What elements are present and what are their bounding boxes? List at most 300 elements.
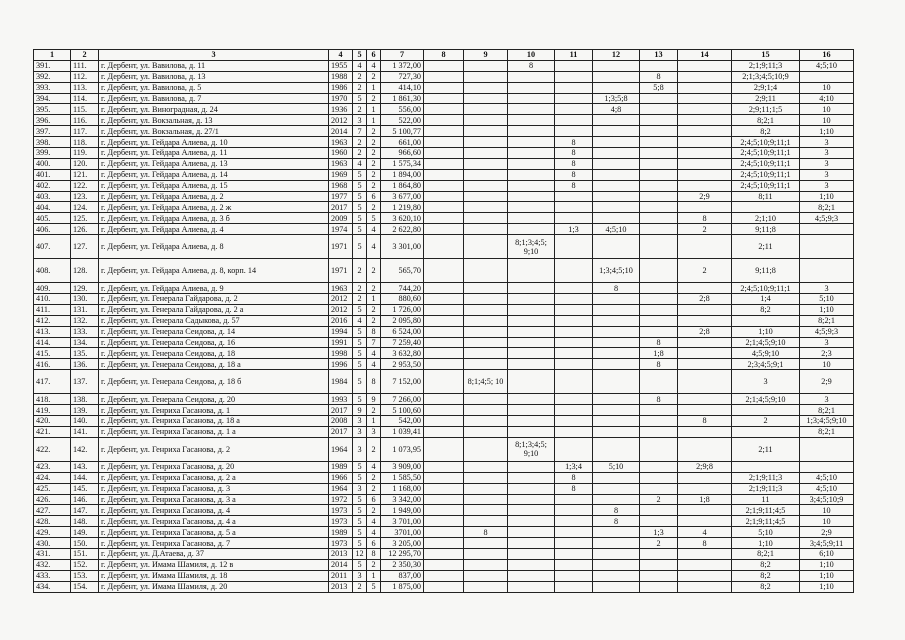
- table-row: [34, 505, 854, 516]
- table-cell: [640, 93, 678, 104]
- table-cell: [508, 137, 555, 148]
- table-cell: [464, 581, 508, 592]
- table-cell: 420.: [34, 416, 71, 427]
- table-cell: 8: [593, 283, 640, 294]
- table-cell: 1;4: [732, 294, 800, 305]
- table-cell: 409.: [34, 283, 71, 294]
- table-cell: 1;10: [800, 191, 854, 202]
- table-cell: [555, 326, 593, 337]
- table-cell: [640, 158, 678, 169]
- table-cell: [593, 191, 640, 202]
- table-row: [34, 126, 854, 137]
- table-cell: [593, 472, 640, 483]
- table-cell: 8;11: [732, 191, 800, 202]
- table-cell: [555, 235, 593, 259]
- table-cell: 4: [678, 527, 732, 538]
- table-cell: 5: [353, 202, 367, 213]
- table-cell: 2: [367, 505, 381, 516]
- table-cell: [640, 326, 678, 337]
- table-cell: 405.: [34, 213, 71, 224]
- table-cell: [678, 559, 732, 570]
- table-cell: 401.: [34, 169, 71, 180]
- table-cell: 402.: [34, 180, 71, 191]
- table-row: [34, 581, 854, 592]
- table-cell: 1963: [329, 158, 353, 169]
- housing-registry-table: [33, 49, 854, 593]
- table-cell: 1955: [329, 60, 353, 71]
- table-cell: 7: [353, 126, 367, 137]
- table-cell: 2014: [329, 126, 353, 137]
- table-cell: [464, 461, 508, 472]
- table-cell: 1963: [329, 137, 353, 148]
- table-cell: 5 100,60: [381, 405, 424, 416]
- table-cell: 8;2: [732, 126, 800, 137]
- table-cell: 2012: [329, 294, 353, 305]
- table-row: [34, 315, 854, 326]
- table-cell: г. Дербент, ул. Гейдара Алиева, д. 8: [99, 235, 329, 259]
- table-cell: [678, 472, 732, 483]
- table-cell: [593, 559, 640, 570]
- table-cell: 2: [367, 169, 381, 180]
- table-cell: 404.: [34, 202, 71, 213]
- table-cell: 154.: [71, 581, 99, 592]
- table-cell: [508, 527, 555, 538]
- table-cell: [424, 104, 464, 115]
- table-cell: [640, 213, 678, 224]
- table-cell: [424, 494, 464, 505]
- table-row: [34, 259, 854, 283]
- table-cell: 418.: [34, 394, 71, 405]
- table-cell: [464, 394, 508, 405]
- table-cell: 1989: [329, 461, 353, 472]
- table-cell: [800, 224, 854, 235]
- table-cell: [464, 93, 508, 104]
- table-cell: 8;2: [732, 559, 800, 570]
- table-cell: 2;1;9;11;3: [732, 472, 800, 483]
- table-cell: [593, 437, 640, 461]
- table-cell: 2: [353, 82, 367, 93]
- table-cell: [800, 71, 854, 82]
- table-cell: [464, 191, 508, 202]
- table-cell: 1;8: [678, 494, 732, 505]
- table-cell: [593, 548, 640, 559]
- table-cell: [678, 548, 732, 559]
- table-cell: 1996: [329, 359, 353, 370]
- table-cell: [508, 294, 555, 305]
- table-cell: 403.: [34, 191, 71, 202]
- table-cell: 9;11;8: [732, 224, 800, 235]
- table-cell: [640, 137, 678, 148]
- table-cell: 5: [353, 559, 367, 570]
- table-cell: 1;10: [732, 538, 800, 549]
- table-cell: [424, 426, 464, 437]
- table-row: [34, 115, 854, 126]
- table-cell: 114.: [71, 93, 99, 104]
- table-cell: [424, 581, 464, 592]
- column-header: 2: [71, 50, 99, 61]
- table-cell: 4: [353, 315, 367, 326]
- table-cell: 2: [678, 259, 732, 283]
- table-cell: 2;4;5;10;9;11;1: [732, 169, 800, 180]
- table-cell: 8;2;1: [732, 548, 800, 559]
- table-cell: [678, 370, 732, 394]
- table-cell: [593, 158, 640, 169]
- table-cell: [800, 461, 854, 472]
- table-cell: 1;3;4;5;10: [593, 259, 640, 283]
- table-cell: [555, 527, 593, 538]
- table-cell: 4;10: [800, 93, 854, 104]
- table-cell: 8: [640, 359, 678, 370]
- table-cell: 411.: [34, 304, 71, 315]
- table-cell: [678, 570, 732, 581]
- table-cell: 1 864,80: [381, 180, 424, 191]
- table-cell: 3701,00: [381, 527, 424, 538]
- table-cell: [678, 235, 732, 259]
- table-cell: 5;10: [732, 527, 800, 538]
- table-cell: [508, 461, 555, 472]
- table-cell: 8: [555, 158, 593, 169]
- table-cell: 2017: [329, 426, 353, 437]
- table-cell: 2: [353, 283, 367, 294]
- table-cell: 1: [367, 104, 381, 115]
- table-cell: [508, 516, 555, 527]
- table-cell: [593, 538, 640, 549]
- table-cell: [593, 60, 640, 71]
- table-cell: 8: [367, 370, 381, 394]
- table-cell: [678, 359, 732, 370]
- table-cell: 5: [353, 516, 367, 527]
- table-cell: 1: [367, 416, 381, 427]
- table-cell: [640, 60, 678, 71]
- table-cell: [424, 235, 464, 259]
- table-cell: [555, 426, 593, 437]
- table-cell: [424, 394, 464, 405]
- table-cell: [424, 180, 464, 191]
- table-cell: 2: [367, 93, 381, 104]
- table-cell: 1972: [329, 494, 353, 505]
- table-cell: [424, 93, 464, 104]
- table-body: [34, 60, 854, 592]
- table-cell: 5: [353, 359, 367, 370]
- table-cell: [464, 359, 508, 370]
- table-cell: 1: [367, 294, 381, 305]
- table-cell: [464, 348, 508, 359]
- table-cell: 4: [353, 158, 367, 169]
- table-cell: 2;1;9;11;3: [732, 60, 800, 71]
- table-cell: 3: [732, 370, 800, 394]
- table-cell: [424, 315, 464, 326]
- table-cell: [640, 559, 678, 570]
- table-cell: 4: [367, 359, 381, 370]
- table-cell: 112.: [71, 71, 99, 82]
- table-cell: 10: [800, 115, 854, 126]
- table-row: [34, 213, 854, 224]
- table-cell: 1 585,50: [381, 472, 424, 483]
- table-cell: 2;9;11: [732, 93, 800, 104]
- table-cell: [800, 235, 854, 259]
- table-cell: [424, 437, 464, 461]
- table-cell: 1 875,00: [381, 581, 424, 592]
- table-cell: [508, 93, 555, 104]
- table-cell: [678, 169, 732, 180]
- table-cell: [593, 570, 640, 581]
- table-cell: 8;2: [732, 570, 800, 581]
- table-cell: г. Дербент, ул. Гейдара Алиева, д. 2 ж: [99, 202, 329, 213]
- table-cell: [424, 505, 464, 516]
- table-cell: г. Дербент, ул. Гейдара Алиева, д. 13: [99, 158, 329, 169]
- table-cell: 10: [800, 82, 854, 93]
- table-cell: [464, 405, 508, 416]
- table-cell: [424, 71, 464, 82]
- table-cell: г. Дербент, ул. Вокзальная, д. 13: [99, 115, 329, 126]
- table-cell: [640, 516, 678, 527]
- table-cell: [508, 348, 555, 359]
- table-cell: 414,10: [381, 82, 424, 93]
- table-cell: [593, 337, 640, 348]
- table-cell: г. Дербент, ул. Генриха Гасанова, д. 18 а: [99, 416, 329, 427]
- table-cell: 1 861,30: [381, 93, 424, 104]
- table-cell: 1989: [329, 527, 353, 538]
- table-cell: [640, 505, 678, 516]
- table-cell: г. Дербент, ул. Генерала Сеидова, д. 18 б: [99, 370, 329, 394]
- table-cell: [464, 472, 508, 483]
- table-cell: 8: [640, 337, 678, 348]
- table-cell: 2017: [329, 202, 353, 213]
- table-cell: [555, 60, 593, 71]
- table-cell: [464, 326, 508, 337]
- table-cell: [555, 191, 593, 202]
- table-cell: [640, 224, 678, 235]
- table-cell: [678, 202, 732, 213]
- table-row: [34, 104, 854, 115]
- table-cell: [678, 115, 732, 126]
- table-cell: 425.: [34, 483, 71, 494]
- table-cell: [464, 559, 508, 570]
- table-cell: [640, 169, 678, 180]
- table-cell: [593, 581, 640, 592]
- table-cell: [678, 437, 732, 461]
- table-cell: [424, 304, 464, 315]
- table-cell: 4;5;9;10: [732, 348, 800, 359]
- table-cell: 1;3: [555, 224, 593, 235]
- table-cell: 8;2;1: [732, 115, 800, 126]
- table-cell: 837,00: [381, 570, 424, 581]
- table-row: [34, 137, 854, 148]
- table-cell: 1986: [329, 82, 353, 93]
- table-cell: [678, 304, 732, 315]
- table-cell: [800, 437, 854, 461]
- table-cell: [640, 370, 678, 394]
- table-cell: [732, 426, 800, 437]
- table-cell: [678, 394, 732, 405]
- table-cell: 2011: [329, 570, 353, 581]
- table-cell: 2: [353, 581, 367, 592]
- table-cell: 8: [555, 472, 593, 483]
- table-cell: [424, 115, 464, 126]
- table-header-row: [34, 50, 854, 61]
- table-cell: [593, 82, 640, 93]
- table-cell: 4;5;10: [800, 60, 854, 71]
- table-cell: [508, 559, 555, 570]
- table-cell: [678, 104, 732, 115]
- table-cell: 3: [353, 570, 367, 581]
- table-cell: [555, 359, 593, 370]
- table-cell: 397.: [34, 126, 71, 137]
- table-cell: 7 266,00: [381, 394, 424, 405]
- table-row: [34, 202, 854, 213]
- table-cell: [424, 169, 464, 180]
- table-cell: 407.: [34, 235, 71, 259]
- table-cell: 2;1;9;11;4;5: [732, 505, 800, 516]
- table-cell: [508, 505, 555, 516]
- table-row: [34, 93, 854, 104]
- table-cell: 1 726,00: [381, 304, 424, 315]
- table-cell: 146.: [71, 494, 99, 505]
- table-cell: 565,70: [381, 259, 424, 283]
- table-cell: 416.: [34, 359, 71, 370]
- table-cell: [424, 538, 464, 549]
- table-cell: 1;10: [800, 126, 854, 137]
- table-cell: 2: [367, 180, 381, 191]
- table-cell: [593, 235, 640, 259]
- table-cell: 2;1;9;11;4;5: [732, 516, 800, 527]
- table-cell: 1: [367, 570, 381, 581]
- table-cell: 1968: [329, 180, 353, 191]
- table-cell: 393.: [34, 82, 71, 93]
- table-cell: 9: [353, 405, 367, 416]
- table-cell: 1;3;4;5;9;10: [800, 416, 854, 427]
- table-cell: 4;5;10: [593, 224, 640, 235]
- table-cell: 1;3;5;8: [593, 93, 640, 104]
- table-cell: 2: [367, 137, 381, 148]
- table-cell: 5: [353, 180, 367, 191]
- table-row: [34, 158, 854, 169]
- table-cell: 2: [732, 416, 800, 427]
- table-cell: 8: [593, 516, 640, 527]
- table-cell: 3 342,00: [381, 494, 424, 505]
- table-row: [34, 294, 854, 305]
- table-cell: 132.: [71, 315, 99, 326]
- table-cell: 5 100,77: [381, 126, 424, 137]
- table-cell: 8: [640, 71, 678, 82]
- table-cell: 406.: [34, 224, 71, 235]
- table-cell: г. Дербент, ул. Вавилова, д. 13: [99, 71, 329, 82]
- table-cell: 4: [367, 224, 381, 235]
- table-cell: 8;1;4;5; 10: [464, 370, 508, 394]
- table-cell: 412.: [34, 315, 71, 326]
- table-cell: 2;9: [678, 191, 732, 202]
- table-cell: [424, 348, 464, 359]
- table-cell: [555, 115, 593, 126]
- table-cell: 413.: [34, 326, 71, 337]
- table-cell: 2: [367, 315, 381, 326]
- table-cell: 3;4;5;9;11: [800, 538, 854, 549]
- table-cell: [464, 180, 508, 191]
- column-header: 6: [367, 50, 381, 61]
- table-cell: г. Дербент, ул. Гейдара Алиева, д. 9: [99, 283, 329, 294]
- table-cell: 5: [353, 370, 367, 394]
- table-cell: [555, 570, 593, 581]
- table-cell: [593, 115, 640, 126]
- table-cell: 2013: [329, 548, 353, 559]
- table-cell: 1 894,00: [381, 169, 424, 180]
- table-cell: г. Дербент, ул. Гейдара Алиева, д. 4: [99, 224, 329, 235]
- table-cell: [424, 527, 464, 538]
- table-cell: г. Дербент, ул. Гейдара Алиева, д. 2: [99, 191, 329, 202]
- table-cell: 140.: [71, 416, 99, 427]
- table-cell: 2;4;5;10;9;11;1: [732, 283, 800, 294]
- table-cell: 5: [353, 235, 367, 259]
- table-cell: 410.: [34, 294, 71, 305]
- table-cell: 2;11: [732, 437, 800, 461]
- table-cell: [508, 71, 555, 82]
- table-cell: [555, 71, 593, 82]
- table-cell: 5: [353, 461, 367, 472]
- table-cell: [555, 548, 593, 559]
- table-cell: г. Дербент, ул. Генриха Гасанова, д. 3: [99, 483, 329, 494]
- table-cell: 2;9: [800, 527, 854, 538]
- table-cell: [593, 394, 640, 405]
- table-cell: [640, 235, 678, 259]
- table-cell: г. Дербент, ул. Имама Шамиля, д. 18: [99, 570, 329, 581]
- table-cell: 2: [367, 559, 381, 570]
- table-cell: 6: [367, 494, 381, 505]
- table-cell: 2012: [329, 304, 353, 315]
- column-header: 15: [732, 50, 800, 61]
- table-cell: 8: [678, 416, 732, 427]
- table-cell: [508, 315, 555, 326]
- table-cell: 4: [367, 348, 381, 359]
- table-cell: 7 152,00: [381, 370, 424, 394]
- table-cell: 426.: [34, 494, 71, 505]
- table-cell: 2;1;10: [732, 213, 800, 224]
- table-cell: 3: [800, 137, 854, 148]
- table-cell: 118.: [71, 137, 99, 148]
- table-cell: [678, 337, 732, 348]
- table-cell: 1971: [329, 259, 353, 283]
- table-cell: 556,00: [381, 104, 424, 115]
- table-cell: 1971: [329, 235, 353, 259]
- table-cell: 8: [640, 394, 678, 405]
- column-header: 7: [381, 50, 424, 61]
- table-cell: [424, 60, 464, 71]
- table-cell: [424, 359, 464, 370]
- table-cell: г. Дербент, ул. Виноградная, д. 24: [99, 104, 329, 115]
- table-cell: г. Дербент, ул. Генриха Гасанова, д. 2 а: [99, 472, 329, 483]
- table-cell: [555, 259, 593, 283]
- table-cell: 4: [353, 60, 367, 71]
- table-cell: [555, 315, 593, 326]
- table-cell: 433.: [34, 570, 71, 581]
- table-cell: г. Дербент, ул. Гейдара Алиева, д. 10: [99, 137, 329, 148]
- table-cell: [508, 191, 555, 202]
- table-cell: 8;2;1: [800, 315, 854, 326]
- table-cell: [508, 148, 555, 159]
- table-cell: 138.: [71, 394, 99, 405]
- table-row: [34, 426, 854, 437]
- table-cell: г. Дербент, ул. Генриха Гасанова, д. 2: [99, 437, 329, 461]
- table-cell: [593, 304, 640, 315]
- table-cell: [678, 581, 732, 592]
- table-cell: 2;9;11;1;5: [732, 104, 800, 115]
- table-cell: [424, 461, 464, 472]
- table-cell: 428.: [34, 516, 71, 527]
- table-cell: 966,60: [381, 148, 424, 159]
- table-cell: [508, 283, 555, 294]
- table-cell: [593, 126, 640, 137]
- table-cell: 3: [353, 115, 367, 126]
- table-cell: г. Дербент, ул. Генерала Сеидова, д. 20: [99, 394, 329, 405]
